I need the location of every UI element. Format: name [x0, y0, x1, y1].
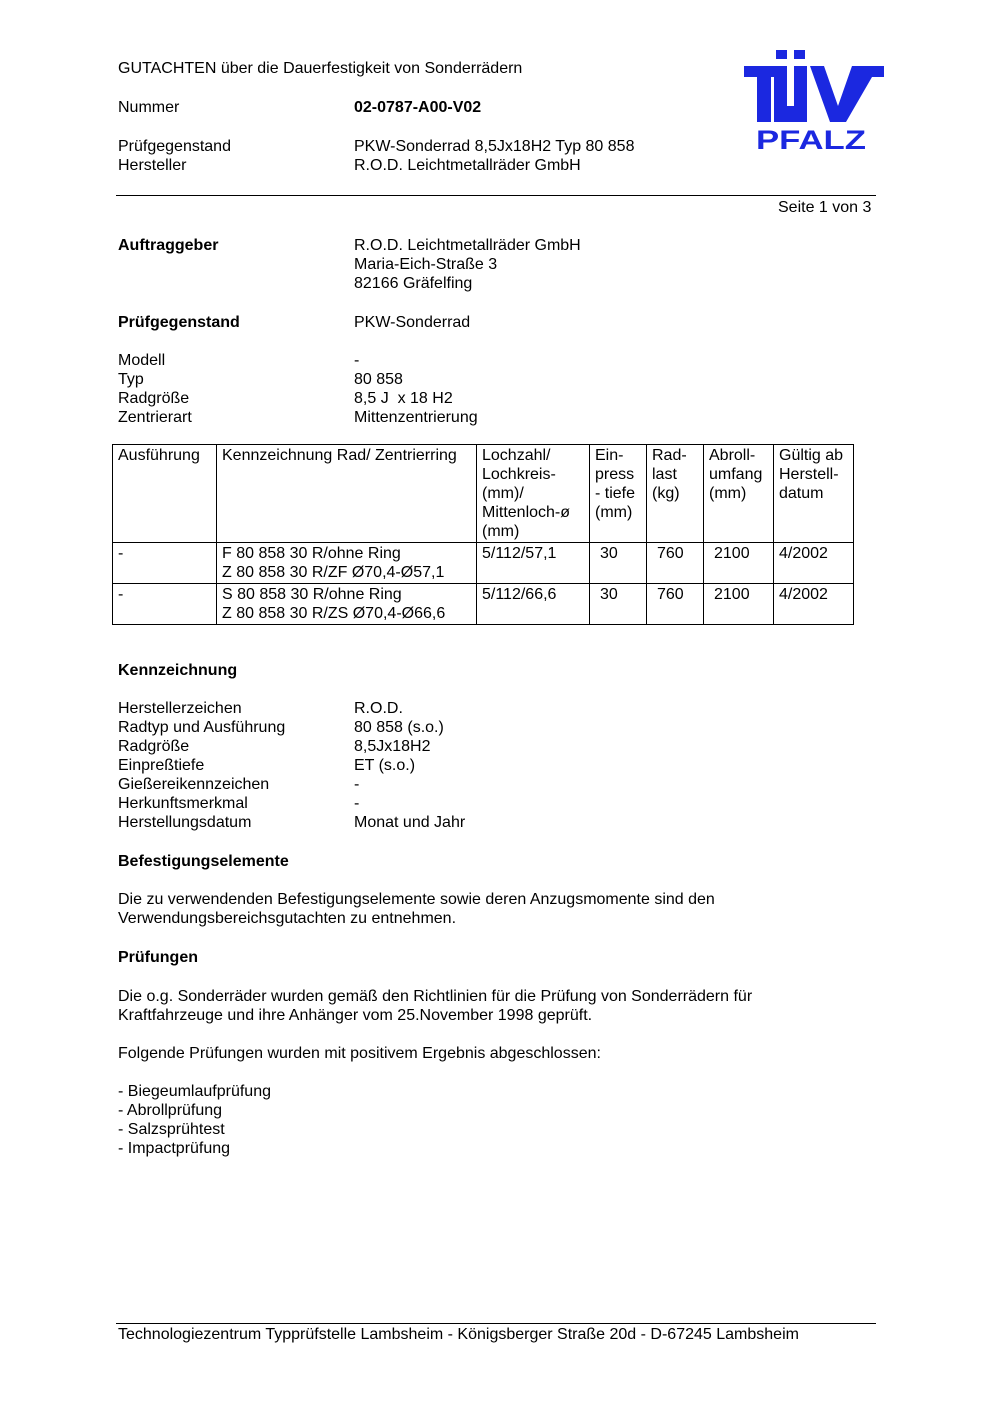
auftraggeber-label: Auftraggeber — [118, 237, 219, 254]
kennzeichnung-value: - — [354, 795, 360, 812]
kennzeichnung-item — [118, 699, 878, 718]
table-cell: 5/112/57,1 — [477, 543, 590, 584]
tuv-pfalz-logo — [742, 48, 886, 152]
kennzeichnung-label: Radtyp und Ausführung — [118, 719, 286, 736]
kennzeichnung-item — [118, 775, 878, 794]
kennzeichnung-label: Radgröße — [118, 738, 190, 755]
header-hersteller-label: Hersteller — [118, 157, 187, 174]
detail-row-typ — [118, 370, 878, 389]
header-hersteller-row — [118, 156, 878, 175]
pruefungen-intro: Folgende Prüfungen wurden mit positivem Ergebnis abgeschlossen: — [118, 1045, 601, 1062]
table-cell: 2100 — [704, 543, 774, 584]
detail-value: 80 858 — [354, 371, 403, 388]
table-cell: - — [113, 584, 217, 625]
kennzeichnung-label: Herstellungsdatum — [118, 814, 252, 831]
table-header-cell: Ausführung — [113, 445, 217, 543]
pruefungen-text: Die o.g. Sonderräder wurden gemäß den Richtlinien für die Prüfung von Sonderrädern für — [118, 988, 753, 1005]
detail-row-zentrierart — [118, 408, 878, 427]
table-cell: 760 — [647, 584, 704, 625]
page-info: Seite 1 von 3 — [778, 199, 872, 216]
footer-address: Technologiezentrum Typprüfstelle Lambsheim - Königsberger Straße 20d - D-67245 Lambsheim — [118, 1326, 799, 1343]
document-title: GUTACHTEN über die Dauerfestigkeit von Sonderrädern — [118, 60, 523, 77]
kennzeichnung-value: - — [354, 776, 360, 793]
kennzeichnung-item — [118, 718, 878, 737]
auftraggeber-line: Maria-Eich-Straße 3 — [354, 256, 498, 273]
pruefung-list-item: - Salzsprühtest — [118, 1121, 225, 1138]
table-header-cell: Abroll- umfang (mm) — [704, 445, 774, 543]
detail-value: - — [354, 352, 360, 369]
kennzeichnung-item — [118, 813, 878, 832]
table-header-cell: Rad- last (kg) — [647, 445, 704, 543]
table-cell: 30 — [590, 584, 647, 625]
kennzeichnung-value: R.O.D. — [354, 700, 403, 717]
pruefgegenstand-value: PKW-Sonderrad — [354, 314, 471, 331]
footer-divider — [116, 1323, 876, 1324]
auftraggeber-row — [118, 255, 878, 274]
table-cell: F 80 858 30 R/ohne Ring Z 80 858 30 R/ZF Ø70,4-Ø57,1 — [217, 543, 477, 584]
kennzeichnung-value: 8,5Jx18H2 — [354, 738, 431, 755]
pruefgegenstand-label: Prüfgegenstand — [118, 314, 240, 331]
header-pruefgegenstand-value: PKW-Sonderrad 8,5Jx18H2 Typ 80 858 — [354, 138, 635, 155]
table-header-row — [113, 445, 854, 543]
befestigung-text: Die zu verwendenden Befestigungselemente sowie deren Anzugsmomente sind den — [118, 891, 715, 908]
table-header-cell: Lochzahl/ Lochkreis- (mm)/ Mittenloch-ø (mm) — [477, 445, 590, 543]
table-header-cell: Kennzeichnung Rad/ Zentrierring — [217, 445, 477, 543]
befestigung-text: Verwendungsbereichsgutachten zu entnehmen. — [118, 910, 457, 927]
kennzeichnung-label: Herstellerzeichen — [118, 700, 242, 717]
header-hersteller-value: R.O.D. Leichtmetallräder GmbH — [354, 157, 581, 174]
pruefungen-text: Kraftfahrzeuge und ihre Anhänger vom 25.November 1998 geprüft. — [118, 1007, 593, 1024]
detail-label: Zentrierart — [118, 409, 192, 426]
header-divider — [116, 195, 876, 196]
detail-row-modell — [118, 351, 878, 370]
nummer-value: 02-0787-A00-V02 — [354, 99, 482, 116]
detail-value: 8,5 J x 18 H2 — [354, 390, 453, 407]
befestigung-heading: Befestigungselemente — [118, 853, 289, 870]
table-cell: 5/112/66,6 — [477, 584, 590, 625]
nummer-label: Nummer — [118, 99, 180, 116]
kennzeichnung-value: ET (s.o.) — [354, 757, 416, 774]
kennzeichnung-item — [118, 756, 878, 775]
table-cell: 30 — [590, 543, 647, 584]
auftraggeber-row — [118, 274, 878, 293]
detail-value: Mittenzentrierung — [354, 409, 478, 426]
pruefung-list-item: - Biegeumlaufprüfung — [118, 1083, 271, 1100]
kennzeichnung-label: Herkunftsmerkmal — [118, 795, 248, 812]
kennzeichnung-label: Gießereikennzeichen — [118, 776, 270, 793]
table-cell: - — [113, 543, 217, 584]
kennzeichnung-item — [118, 794, 878, 813]
kennzeichnung-label: Einpreßtiefe — [118, 757, 205, 774]
table-header-cell: Gültig ab Herstell- datum — [774, 445, 854, 543]
table-cell: 4/2002 — [774, 584, 854, 625]
wheel-spec-table — [112, 444, 854, 625]
detail-label: Radgröße — [118, 390, 190, 407]
kennzeichnung-item — [118, 737, 878, 756]
pruefungen-heading: Prüfungen — [118, 949, 198, 966]
header-pruefgegenstand-label: Prüfgegenstand — [118, 138, 231, 155]
logo-pfalz-text: PFALZ — [756, 125, 866, 152]
pruefung-list-item: - Impactprüfung — [118, 1140, 231, 1157]
auftraggeber-row — [118, 236, 878, 255]
table-cell: 760 — [647, 543, 704, 584]
auftraggeber-line: R.O.D. Leichtmetallräder GmbH — [354, 237, 581, 254]
kennzeichnung-value: Monat und Jahr — [354, 814, 466, 831]
kennzeichnung-value: 80 858 (s.o.) — [354, 719, 444, 736]
table-row — [113, 584, 854, 625]
pruefgegenstand-row — [118, 313, 878, 332]
detail-row-radgroesse — [118, 389, 878, 408]
kennzeichnung-heading: Kennzeichnung — [118, 662, 238, 679]
detail-label: Modell — [118, 352, 166, 369]
table-cell: S 80 858 30 R/ohne Ring Z 80 858 30 R/ZS Ø70,4-Ø66,6 — [217, 584, 477, 625]
table-row — [113, 543, 854, 584]
detail-label: Typ — [118, 371, 144, 388]
pruefung-list-item: - Abrollprüfung — [118, 1102, 223, 1119]
table-cell: 2100 — [704, 584, 774, 625]
table-cell: 4/2002 — [774, 543, 854, 584]
table-header-cell: Ein- press - tiefe (mm) — [590, 445, 647, 543]
auftraggeber-line: 82166 Gräfelfing — [354, 275, 473, 292]
